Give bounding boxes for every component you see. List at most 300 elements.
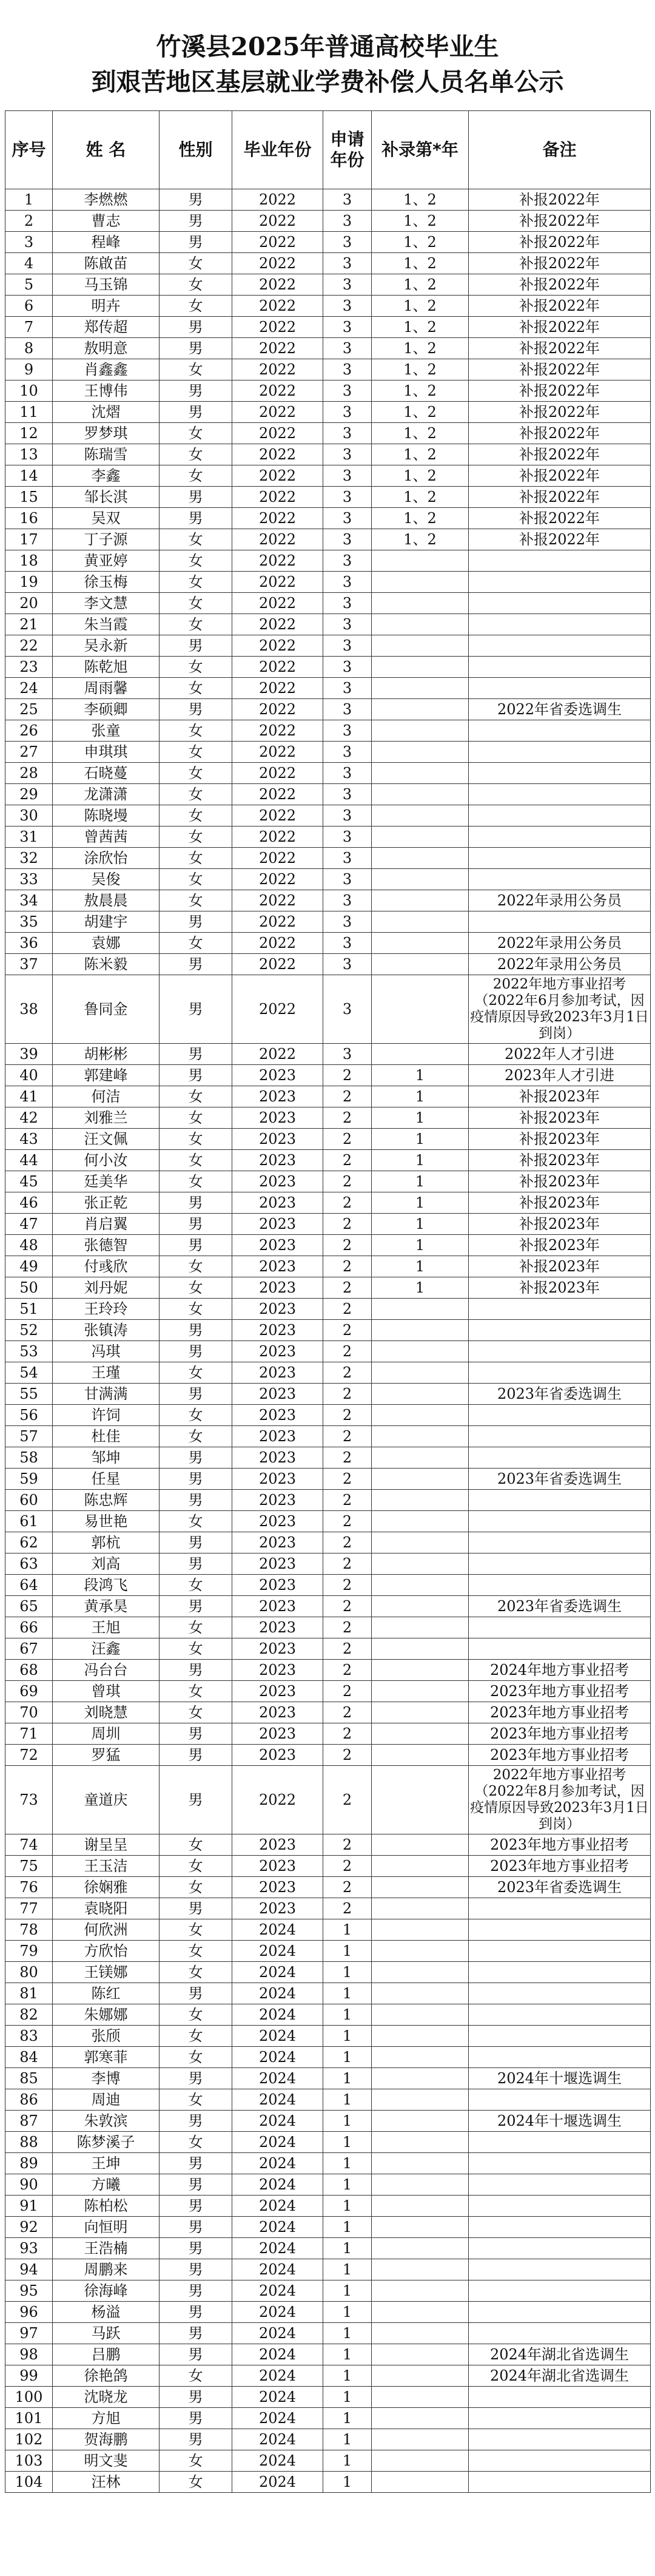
cell-subsidy-years [372, 1490, 469, 1511]
cell-seq: 67 [5, 1638, 53, 1660]
table-row [5, 1702, 651, 1723]
cell-remark [469, 2047, 651, 2068]
cell-grad-year: 2022 [232, 890, 323, 911]
cell-name: 贺海鹏 [53, 2429, 160, 2450]
cell-subsidy-years: 1、2 [372, 189, 469, 211]
cell-gender: 男 [160, 2217, 232, 2238]
cell-seq: 84 [5, 2047, 53, 2068]
cell-apply-years: 2 [323, 1469, 372, 1490]
cell-apply-years: 2 [323, 1214, 372, 1235]
cell-grad-year: 2022 [232, 572, 323, 593]
table-row [5, 2153, 651, 2174]
cell-name: 刘丹妮 [53, 1277, 160, 1299]
cell-subsidy-years [372, 2472, 469, 2493]
cell-seq: 82 [5, 2004, 53, 2026]
cell-grad-year: 2022 [232, 869, 323, 890]
cell-remark [469, 1553, 651, 1575]
cell-name: 王瑾 [53, 1362, 160, 1384]
cell-seq: 48 [5, 1235, 53, 1256]
cell-apply-years: 2 [323, 1256, 372, 1277]
cell-apply-years: 3 [323, 487, 372, 508]
cell-grad-year: 2022 [232, 827, 323, 848]
cell-grad-year: 2023 [232, 1596, 323, 1617]
cell-apply-years: 1 [323, 2111, 372, 2132]
cell-apply-years: 2 [323, 1532, 372, 1553]
cell-grad-year: 2022 [232, 848, 323, 869]
cell-subsidy-years [372, 720, 469, 742]
cell-grad-year: 2024 [232, 2089, 323, 2111]
cell-seq: 12 [5, 423, 53, 444]
cell-gender: 女 [160, 2472, 232, 2493]
cell-name: 段鸿飞 [53, 1575, 160, 1596]
cell-remark: 补报2022年 [469, 359, 651, 380]
cell-name: 徐艳鸽 [53, 2365, 160, 2387]
cell-gender: 女 [160, 2047, 232, 2068]
document-title-line-1: 竹溪县2025年普通高校毕业生 [156, 32, 499, 61]
cell-apply-years: 1 [323, 1941, 372, 1962]
table-row [5, 657, 651, 678]
cell-remark: 补报2022年 [469, 189, 651, 211]
table-row [5, 232, 651, 253]
cell-remark [469, 2089, 651, 2111]
cell-gender: 男 [160, 1766, 232, 1834]
cell-seq: 44 [5, 1150, 53, 1171]
table-row [5, 1171, 651, 1192]
cell-gender: 男 [160, 2068, 232, 2089]
cell-grad-year: 2023 [232, 1129, 323, 1150]
cell-remark [469, 1575, 651, 1596]
cell-remark [469, 1511, 651, 1532]
cell-grad-year: 2023 [232, 1834, 323, 1856]
cell-grad-year: 2024 [232, 2429, 323, 2450]
cell-seq: 7 [5, 317, 53, 338]
cell-apply-years: 3 [323, 359, 372, 380]
cell-remark: 补报2022年 [469, 423, 651, 444]
table-row [5, 508, 651, 529]
cell-apply-years: 3 [323, 954, 372, 975]
table-row [5, 2429, 651, 2450]
cell-subsidy-years [372, 1660, 469, 1681]
cell-gender: 女 [160, 614, 232, 635]
cell-grad-year: 2024 [232, 2153, 323, 2174]
cell-grad-year: 2022 [232, 487, 323, 508]
cell-gender: 男 [160, 338, 232, 359]
cell-remark [469, 2132, 651, 2153]
cell-seq: 36 [5, 933, 53, 954]
cell-apply-years: 3 [323, 338, 372, 359]
cell-subsidy-years: 1、2 [372, 232, 469, 253]
cell-seq: 37 [5, 954, 53, 975]
cell-grad-year: 2023 [232, 1877, 323, 1898]
cell-subsidy-years [372, 2026, 469, 2047]
cell-subsidy-years [372, 2387, 469, 2408]
table-row [5, 550, 651, 572]
cell-subsidy-years [372, 1856, 469, 1877]
cell-grad-year: 2024 [232, 2047, 323, 2068]
cell-grad-year: 2022 [232, 593, 323, 614]
cell-gender: 男 [160, 189, 232, 211]
cell-gender: 女 [160, 2132, 232, 2153]
cell-grad-year: 2023 [232, 1490, 323, 1511]
cell-remark: 2022年省委选调生 [469, 699, 651, 720]
cell-name: 敖明意 [53, 338, 160, 359]
cell-subsidy-years: 1、2 [372, 359, 469, 380]
cell-seq: 11 [5, 402, 53, 423]
cell-seq: 20 [5, 593, 53, 614]
table-row [5, 1044, 651, 1065]
cell-seq: 72 [5, 1745, 53, 1766]
cell-apply-years: 3 [323, 189, 372, 211]
cell-apply-years: 3 [323, 572, 372, 593]
cell-seq: 40 [5, 1065, 53, 1086]
table-row [5, 1277, 651, 1299]
cell-name: 廷美华 [53, 1171, 160, 1192]
table-row [5, 933, 651, 954]
cell-apply-years: 2 [323, 1617, 372, 1638]
cell-seq: 1 [5, 189, 53, 211]
cell-apply-years: 1 [323, 2047, 372, 2068]
cell-gender: 男 [160, 317, 232, 338]
cell-name: 李燃燃 [53, 189, 160, 211]
header-gender: 性别 [160, 111, 232, 189]
cell-remark: 2023年人才引进 [469, 1065, 651, 1086]
cell-subsidy-years [372, 1469, 469, 1490]
table-row [5, 2217, 651, 2238]
cell-name: 童道庆 [53, 1766, 160, 1834]
cell-name: 徐海峰 [53, 2280, 160, 2302]
cell-apply-years: 1 [323, 2302, 372, 2323]
table-row [5, 2387, 651, 2408]
cell-seq: 81 [5, 1983, 53, 2004]
cell-remark [469, 1426, 651, 1447]
cell-grad-year: 2024 [232, 2111, 323, 2132]
cell-grad-year: 2023 [232, 1362, 323, 1384]
table-row [5, 423, 651, 444]
cell-gender: 女 [160, 1919, 232, 1941]
cell-grad-year: 2022 [232, 550, 323, 572]
cell-apply-years: 3 [323, 911, 372, 933]
cell-remark [469, 869, 651, 890]
table-row [5, 805, 651, 827]
cell-gender: 女 [160, 359, 232, 380]
cell-grad-year: 2023 [232, 1192, 323, 1214]
table-row [5, 2111, 651, 2132]
cell-name: 刘雅兰 [53, 1107, 160, 1129]
cell-apply-years: 2 [323, 1299, 372, 1320]
cell-remark [469, 2472, 651, 2493]
cell-seq: 71 [5, 1723, 53, 1745]
cell-name: 周雨馨 [53, 678, 160, 699]
table-row [5, 2004, 651, 2026]
cell-seq: 66 [5, 1617, 53, 1638]
cell-remark [469, 2387, 651, 2408]
cell-seq: 101 [5, 2408, 53, 2429]
cell-seq: 94 [5, 2259, 53, 2280]
cell-subsidy-years [372, 1362, 469, 1384]
cell-name: 方旭 [53, 2408, 160, 2429]
cell-grad-year: 2023 [232, 1898, 323, 1919]
cell-seq: 73 [5, 1766, 53, 1834]
cell-grad-year: 2023 [232, 1745, 323, 1766]
table-row [5, 593, 651, 614]
cell-apply-years: 2 [323, 1553, 372, 1575]
table-row [5, 317, 651, 338]
cell-seq: 89 [5, 2153, 53, 2174]
cell-grad-year: 2022 [232, 933, 323, 954]
cell-name: 张镇涛 [53, 1320, 160, 1341]
cell-remark [469, 1532, 651, 1553]
cell-seq: 68 [5, 1660, 53, 1681]
cell-gender: 女 [160, 869, 232, 890]
cell-apply-years: 3 [323, 380, 372, 402]
cell-remark: 补报2022年 [469, 211, 651, 232]
cell-gender: 女 [160, 890, 232, 911]
cell-seq: 59 [5, 1469, 53, 1490]
cell-seq: 95 [5, 2280, 53, 2302]
cell-subsidy-years [372, 2132, 469, 2153]
cell-remark: 补报2022年 [469, 444, 651, 465]
cell-subsidy-years [372, 1405, 469, 1426]
cell-grad-year: 2024 [232, 2238, 323, 2259]
table-row [5, 1129, 651, 1150]
cell-remark: 2023年省委选调生 [469, 1469, 651, 1490]
cell-seq: 60 [5, 1490, 53, 1511]
cell-grad-year: 2023 [232, 1681, 323, 1702]
cell-subsidy-years [372, 869, 469, 890]
cell-apply-years: 1 [323, 2068, 372, 2089]
table-row [5, 720, 651, 742]
cell-grad-year: 2022 [232, 529, 323, 550]
cell-apply-years: 2 [323, 1766, 372, 1834]
cell-apply-years: 3 [323, 508, 372, 529]
cell-apply-years: 3 [323, 423, 372, 444]
cell-name: 罗梦琪 [53, 423, 160, 444]
cell-seq: 51 [5, 1299, 53, 1320]
cell-subsidy-years: 1、2 [372, 211, 469, 232]
cell-seq: 28 [5, 763, 53, 784]
cell-gender: 女 [160, 848, 232, 869]
cell-subsidy-years [372, 933, 469, 954]
cell-subsidy-years [372, 1384, 469, 1405]
cell-remark: 补报2022年 [469, 465, 651, 487]
cell-seq: 27 [5, 742, 53, 763]
cell-subsidy-years: 1 [372, 1192, 469, 1214]
cell-gender: 男 [160, 2344, 232, 2365]
table-row [5, 1941, 651, 1962]
cell-apply-years: 2 [323, 1362, 372, 1384]
cell-gender: 男 [160, 211, 232, 232]
cell-apply-years: 3 [323, 274, 372, 296]
cell-gender: 男 [160, 1490, 232, 1511]
cell-name: 吴俊 [53, 869, 160, 890]
table-row [5, 848, 651, 869]
cell-seq: 57 [5, 1426, 53, 1447]
cell-remark [469, 678, 651, 699]
table-row [5, 380, 651, 402]
cell-grad-year: 2024 [232, 1962, 323, 1983]
cell-subsidy-years [372, 1511, 469, 1532]
cell-apply-years: 3 [323, 253, 372, 274]
cell-subsidy-years [372, 1044, 469, 1065]
table-row [5, 1490, 651, 1511]
cell-apply-years: 2 [323, 1341, 372, 1362]
cell-subsidy-years [372, 1745, 469, 1766]
table-row [5, 2323, 651, 2344]
cell-subsidy-years [372, 827, 469, 848]
cell-grad-year: 2023 [232, 1065, 323, 1086]
cell-grad-year: 2022 [232, 317, 323, 338]
cell-remark [469, 1919, 651, 1941]
cell-apply-years: 1 [323, 2280, 372, 2302]
table-row [5, 1447, 651, 1469]
cell-grad-year: 2023 [232, 1256, 323, 1277]
table-row [5, 1681, 651, 1702]
cell-seq: 9 [5, 359, 53, 380]
cell-seq: 33 [5, 869, 53, 890]
cell-remark: 补报2022年 [469, 508, 651, 529]
cell-grad-year: 2023 [232, 1469, 323, 1490]
cell-seq: 88 [5, 2132, 53, 2153]
cell-apply-years: 2 [323, 1660, 372, 1681]
cell-subsidy-years: 1 [372, 1086, 469, 1107]
cell-apply-years: 3 [323, 784, 372, 805]
cell-gender: 男 [160, 1235, 232, 1256]
cell-remark [469, 2323, 651, 2344]
table-row [5, 359, 651, 380]
table-row [5, 2259, 651, 2280]
cell-gender: 女 [160, 1575, 232, 1596]
cell-subsidy-years [372, 890, 469, 911]
cell-name: 郭建峰 [53, 1065, 160, 1086]
cell-subsidy-years: 1 [372, 1065, 469, 1086]
cell-seq: 2 [5, 211, 53, 232]
cell-apply-years: 2 [323, 1086, 372, 1107]
cell-remark: 补报2023年 [469, 1235, 651, 1256]
cell-apply-years: 3 [323, 742, 372, 763]
table-row [5, 211, 651, 232]
cell-remark: 2023年地方事业招考 [469, 1723, 651, 1745]
cell-apply-years: 3 [323, 720, 372, 742]
cell-remark [469, 1320, 651, 1341]
cell-gender: 女 [160, 529, 232, 550]
cell-name: 王玉洁 [53, 1856, 160, 1877]
cell-gender: 男 [160, 1447, 232, 1469]
cell-subsidy-years [372, 2280, 469, 2302]
cell-remark: 补报2022年 [469, 274, 651, 296]
cell-name: 汪文佩 [53, 1129, 160, 1150]
cell-subsidy-years: 1 [372, 1107, 469, 1129]
cell-subsidy-years: 1 [372, 1256, 469, 1277]
cell-gender: 女 [160, 465, 232, 487]
cell-subsidy-years [372, 2174, 469, 2196]
table-row [5, 2026, 651, 2047]
cell-apply-years: 2 [323, 1320, 372, 1341]
cell-remark [469, 2153, 651, 2174]
cell-apply-years: 2 [323, 1426, 372, 1447]
cell-name: 李鑫 [53, 465, 160, 487]
cell-subsidy-years [372, 2196, 469, 2217]
cell-apply-years: 1 [323, 2387, 372, 2408]
cell-name: 陈啟苗 [53, 253, 160, 274]
cell-name: 何小汝 [53, 1150, 160, 1171]
cell-name: 周鹏来 [53, 2259, 160, 2280]
cell-name: 吴双 [53, 508, 160, 529]
cell-name: 陈梦溪子 [53, 2132, 160, 2153]
cell-name: 任星 [53, 1469, 160, 1490]
cell-subsidy-years [372, 1638, 469, 1660]
cell-apply-years: 1 [323, 2450, 372, 2472]
cell-gender: 男 [160, 2408, 232, 2429]
cell-name: 冯台台 [53, 1660, 160, 1681]
cell-subsidy-years [372, 2004, 469, 2026]
cell-gender: 女 [160, 657, 232, 678]
cell-subsidy-years: 1 [372, 1171, 469, 1192]
cell-grad-year: 2022 [232, 784, 323, 805]
table-row [5, 1638, 651, 1660]
cell-grad-year: 2023 [232, 1384, 323, 1405]
cell-grad-year: 2022 [232, 699, 323, 720]
table-row [5, 529, 651, 550]
cell-name: 徐娴雅 [53, 1877, 160, 1898]
header-grad-year: 毕业年份 [232, 111, 323, 189]
cell-name: 吕鹏 [53, 2344, 160, 2365]
cell-apply-years: 3 [323, 444, 372, 465]
cell-remark: 2023年地方事业招考 [469, 1681, 651, 1702]
cell-name: 刘晓慧 [53, 1702, 160, 1723]
header-name: 姓 名 [53, 111, 160, 189]
cell-gender: 女 [160, 2089, 232, 2111]
cell-gender: 男 [160, 1320, 232, 1341]
cell-gender: 女 [160, 593, 232, 614]
cell-subsidy-years [372, 2429, 469, 2450]
cell-seq: 100 [5, 2387, 53, 2408]
cell-apply-years: 3 [323, 465, 372, 487]
cell-subsidy-years [372, 1877, 469, 1898]
cell-remark [469, 2408, 651, 2429]
table-row [5, 1256, 651, 1277]
cell-seq: 17 [5, 529, 53, 550]
cell-gender: 女 [160, 1086, 232, 1107]
cell-apply-years: 3 [323, 296, 372, 317]
cell-subsidy-years [372, 848, 469, 869]
table-row [5, 1320, 651, 1341]
cell-name: 胡建宇 [53, 911, 160, 933]
cell-grad-year: 2023 [232, 1702, 323, 1723]
cell-seq: 96 [5, 2302, 53, 2323]
cell-grad-year: 2023 [232, 1171, 323, 1192]
table-row [5, 2238, 651, 2259]
cell-name: 陈乾旭 [53, 657, 160, 678]
cell-subsidy-years: 1、2 [372, 444, 469, 465]
cell-remark [469, 657, 651, 678]
cell-apply-years: 2 [323, 1129, 372, 1150]
cell-subsidy-years: 1、2 [372, 380, 469, 402]
cell-subsidy-years [372, 550, 469, 572]
table-row [5, 2302, 651, 2323]
cell-gender: 女 [160, 444, 232, 465]
cell-seq: 52 [5, 1320, 53, 1341]
cell-gender: 男 [160, 380, 232, 402]
cell-remark: 2024年湖北省选调生 [469, 2365, 651, 2387]
cell-name: 曾茜茜 [53, 827, 160, 848]
cell-remark: 补报2023年 [469, 1277, 651, 1299]
cell-apply-years: 1 [323, 2344, 372, 2365]
cell-seq: 54 [5, 1362, 53, 1384]
cell-remark [469, 1490, 651, 1511]
cell-subsidy-years [372, 975, 469, 1044]
table-row [5, 1532, 651, 1553]
cell-gender: 女 [160, 827, 232, 848]
